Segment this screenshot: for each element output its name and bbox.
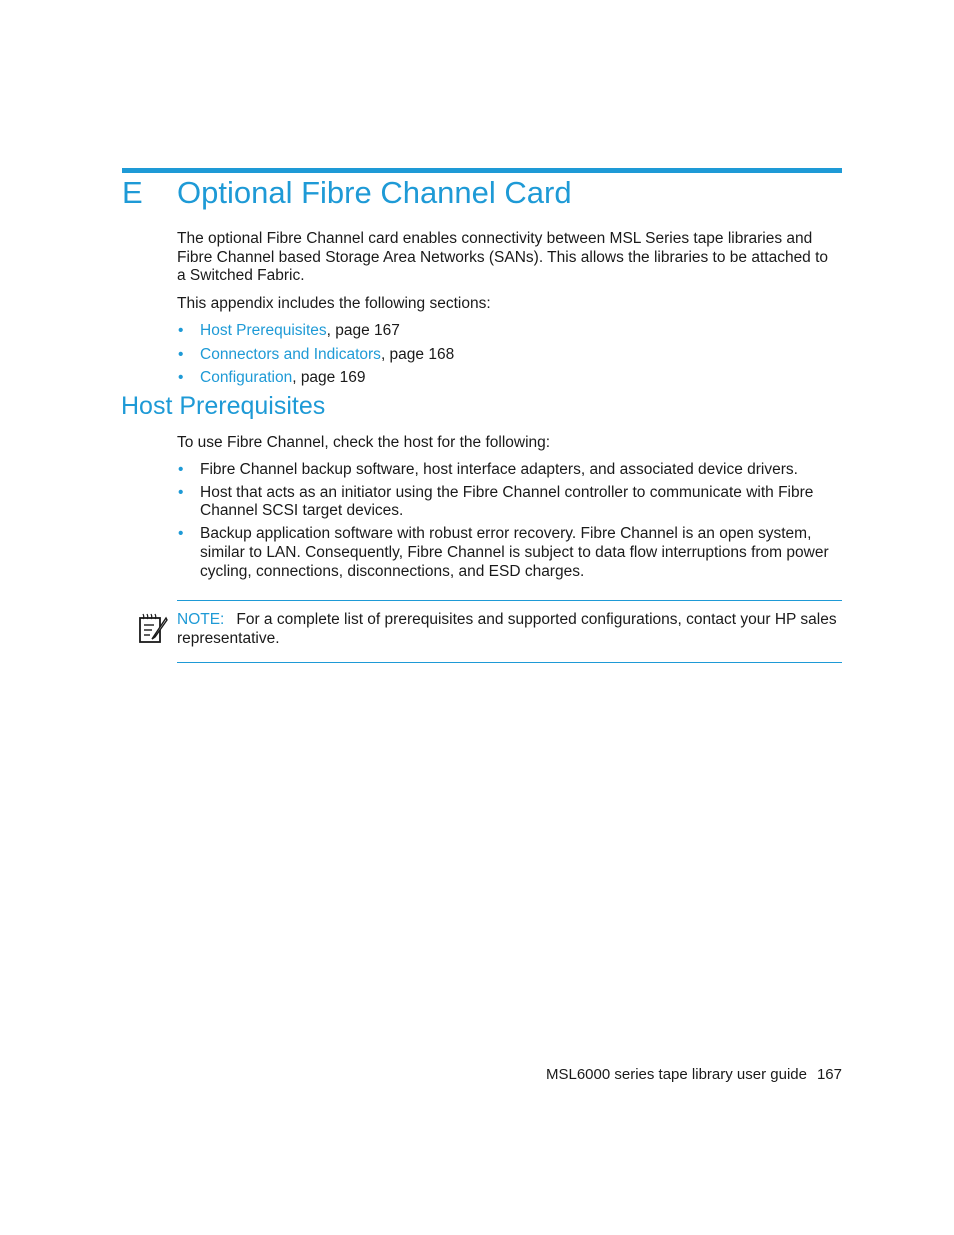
toc-item	[177, 346, 839, 369]
toc-item	[177, 369, 839, 388]
toc-list	[177, 322, 839, 388]
section-title-host-prerequisites: Host Prerequisites	[121, 392, 326, 420]
toc-link-host-prerequisites[interactable]: Host Prerequisites	[200, 322, 327, 339]
list-item	[177, 484, 839, 521]
chapter-letter: E	[122, 175, 143, 210]
chapter-rule	[122, 168, 842, 173]
list-item-text: Backup application software with robust error recovery. Fibre Channel is an open system, similar to LAN. Consequently, Fibre Channel is subject to data flow interruptions from power cycling, connections, disconnections, and ESD charges.	[200, 525, 829, 580]
sections-lead: This appendix includes the following sections:	[177, 295, 491, 312]
note-text-block	[177, 611, 839, 648]
list-item-text: Fibre Channel backup software, host interface adapters, and associated device drivers.	[200, 461, 798, 478]
note-label: NOTE:	[177, 611, 225, 628]
toc-page-ref: , page 168	[380, 346, 455, 363]
host-prereq-list	[177, 461, 839, 581]
note-body: For a complete list of prerequisites and supported configurations, contact your HP sales representative.	[177, 611, 837, 647]
list-item-text: Host that acts as an initiator using the Fibre Channel controller to communicate with Fibre Channel SCSI target devices.	[200, 483, 814, 520]
bullet-icon: •	[178, 346, 184, 363]
toc-page-ref: , page 169	[292, 369, 366, 386]
footer-guide-title: MSL6000 series tape library user guide	[545, 1066, 807, 1083]
note-bottom-rule	[177, 662, 842, 663]
chapter-title: Optional Fibre Channel Card	[177, 175, 572, 210]
toc-link-connectors-and-indicators[interactable]: Connectors and Indicators	[200, 346, 381, 363]
list-item	[177, 525, 839, 581]
toc-item	[177, 322, 839, 346]
bullet-icon: •	[178, 483, 184, 501]
toc-link-configuration[interactable]: Configuration	[200, 369, 293, 386]
toc-page-ref: , page 167	[326, 322, 400, 339]
note-icon	[136, 612, 170, 646]
bullet-icon: •	[178, 322, 184, 339]
intro-paragraph: The optional Fibre Channel card enables connectivity between MSL Series tape libraries and Fibre Channel based Storage Area Networks (SANs). This allows the libraries to be attached to a Switched Fabric.	[177, 230, 829, 285]
list-item	[177, 461, 839, 480]
bullet-icon: •	[178, 461, 184, 478]
bullet-icon: •	[178, 369, 184, 386]
note-top-rule	[177, 600, 842, 601]
host-prereq-lead: To use Fibre Channel, check the host for the following:	[177, 434, 551, 451]
page-number: 167	[816, 1066, 842, 1083]
bullet-icon: •	[178, 525, 184, 543]
page-footer	[546, 1066, 842, 1083]
